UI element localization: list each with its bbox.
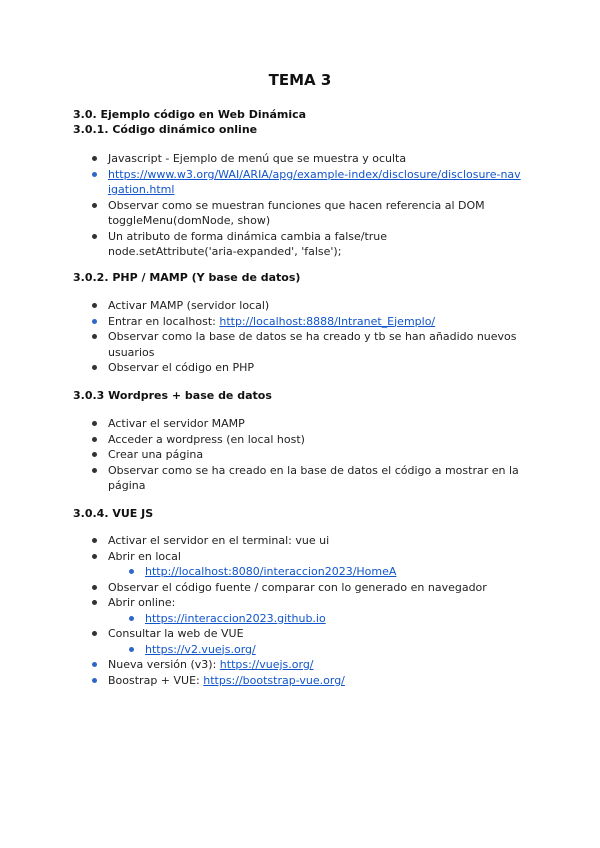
list-item [90, 580, 540, 596]
list-3-0-1 [90, 151, 540, 260]
vuejs-link[interactable]: https://vuejs.org/ [219, 658, 314, 671]
list-item [90, 611, 540, 627]
page-title: TEMA 3 [268, 71, 332, 89]
list-item [90, 595, 540, 611]
section-3-0-1-heading: 3.0.1. Código dinámico online [73, 123, 258, 136]
list-3-0-2 [90, 298, 540, 376]
bullet-icon [129, 569, 134, 574]
localhost-intranet-link[interactable]: http://localhost:8888/Intranet_Ejemplo/ [219, 314, 436, 328]
list-item-text: Activar el servidor en el terminal: vue ui [108, 534, 330, 547]
list-item-text: Observar como la base de datos se ha creado y tb se han añadido nuevos [108, 330, 517, 343]
bullet-icon [92, 585, 97, 590]
bullet-icon [92, 365, 97, 370]
list-item-text: Boostrap + VUE: [108, 673, 204, 687]
bullet-icon [92, 334, 97, 339]
bullet-icon [92, 172, 97, 177]
list-item [90, 167, 540, 198]
list-item-text: Consultar la web de VUE [108, 627, 244, 640]
bootstrap-vue-link[interactable]: https://bootstrap-vue.org/ [203, 673, 345, 687]
list-item-text: Abrir en local [108, 549, 181, 563]
list-item-text: Un atributo de forma dinámica cambia a false/true [108, 229, 388, 243]
list-item [90, 549, 540, 565]
bullet-icon [92, 538, 97, 543]
list-item-text: Abrir online: [108, 596, 176, 609]
bullet-icon [129, 616, 134, 621]
list-item [90, 564, 540, 580]
list-item-text: toggleMenu(domNode, show) [108, 214, 271, 227]
list-3-0-3 [90, 416, 540, 494]
list-item-text: Crear una página [108, 448, 204, 461]
list-3-0-4 [90, 533, 540, 688]
bullet-icon [92, 600, 97, 605]
bullet-icon [92, 303, 97, 308]
w3-disclosure-link-part2[interactable]: igation.html [108, 183, 175, 196]
list-item [90, 533, 540, 549]
list-item [90, 360, 540, 376]
bullet-icon [92, 468, 97, 473]
bullet-icon [92, 554, 97, 559]
section-3-0-3-heading: 3.0.3 Wordpres + base de datos [73, 389, 272, 402]
list-item-text: Activar el servidor MAMP [108, 417, 245, 430]
bullet-icon [92, 631, 97, 636]
list-item [90, 151, 540, 167]
list-item-text: Acceder a wordpress (en local host) [108, 432, 305, 446]
list-item-text: node.setAttribute('aria-expanded', 'false'); [108, 245, 342, 258]
list-item [90, 229, 540, 260]
list-item [90, 416, 540, 432]
list-item-text: usuarios [108, 345, 155, 359]
w3-disclosure-link-part1[interactable]: https://www.w3.org/WAI/ARIA/apg/example-index/disclosure/disclosure-nav [108, 167, 521, 181]
list-item-text: Observar como se muestran funciones que hacen referencia al DOM [108, 198, 485, 212]
section-main-heading: 3.0. Ejemplo código en Web Dinámica [73, 108, 307, 121]
list-item-text: Nueva versión (v3): [108, 658, 220, 671]
list-item [90, 626, 540, 642]
list-item [90, 657, 540, 673]
list-item [90, 447, 540, 463]
list-item [90, 642, 540, 658]
list-item [90, 314, 540, 330]
bullet-icon [92, 421, 97, 426]
bullet-icon [92, 203, 97, 208]
list-item [90, 198, 540, 229]
list-item [90, 463, 540, 494]
list-item [90, 298, 540, 314]
bullet-icon [129, 647, 134, 652]
list-item-text: Entrar en localhost: [108, 314, 220, 328]
github-io-link[interactable]: https://interaccion2023.github.io [145, 611, 326, 625]
bullet-icon [92, 156, 97, 161]
bullet-icon [92, 678, 97, 683]
list-item-text: página [108, 479, 146, 492]
list-item [90, 329, 540, 360]
bullet-icon [92, 319, 97, 324]
list-item [90, 673, 540, 689]
list-item-text: Javascript - Ejemplo de menú que se muestra y oculta [108, 152, 407, 165]
bullet-icon [92, 234, 97, 239]
localhost-homea-link[interactable]: http://localhost:8080/interaccion2023/HomeA [145, 565, 397, 578]
list-item-text: Observar el código fuente / comparar con lo generado en navegador [108, 580, 487, 594]
section-3-0-4-heading: 3.0.4. VUE JS [73, 507, 154, 520]
section-3-0-2-heading: 3.0.2. PHP / MAMP (Y base de datos) [73, 271, 301, 284]
bullet-icon [92, 452, 97, 457]
vue2-docs-link[interactable]: https://v2.vuejs.org/ [145, 642, 256, 656]
bullet-icon [92, 437, 97, 442]
list-item-text: Observar el código en PHP [108, 361, 255, 374]
bullet-icon [92, 662, 97, 667]
list-item [90, 432, 540, 448]
list-item-text: Activar MAMP (servidor local) [108, 299, 270, 312]
list-item-text: Observar como se ha creado en la base de datos el código a mostrar en la [108, 463, 519, 477]
